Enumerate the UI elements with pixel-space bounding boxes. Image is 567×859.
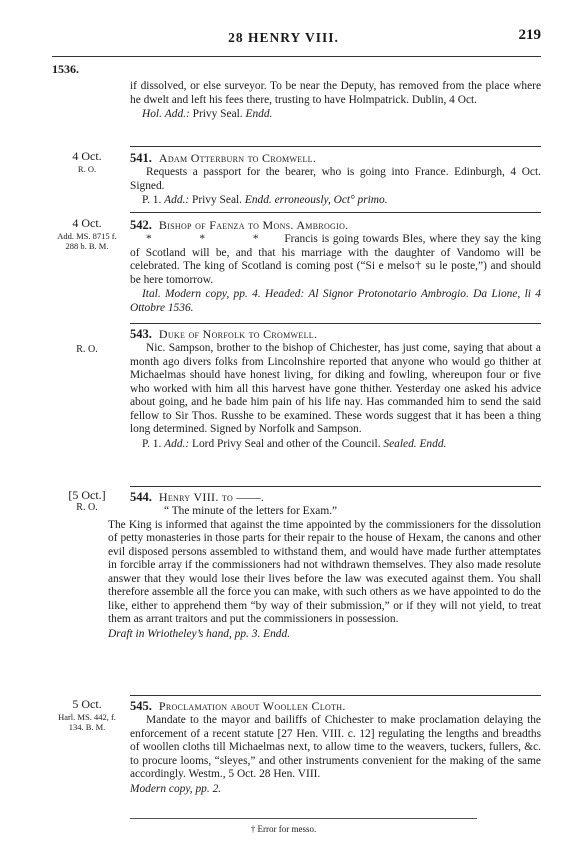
entry-heading: 544. Henry VIII. to ——.: [130, 490, 265, 504]
entry-quote: “ The minute of the letters for Exam.”: [164, 505, 338, 517]
entry-margin: [52, 490, 122, 513]
entry-note: Ital. Modern copy, pp. 4. Headed: Al Signor Protonotario Ambrogio. Da Lione, li 4 Ottobre 1536.: [130, 288, 541, 314]
entry-body: [130, 151, 541, 208]
entry-date: [5 Oct.]: [68, 488, 106, 502]
section-rule: [130, 212, 541, 213]
entry-margin: [52, 218, 122, 251]
entry-text: Nic. Sampson, brother to the bishop of Chichester, has just come, saying that about a month ago divers folks from Lincolnshire reported that anyone who would go thither at Michaelmas should have honest living, for diking and fowling, whereupon four or five who worked with him all this harvest have gone thither. Yesterday one asked his advice about going, and he bade him pain of his life nay. Has commanded him to send the said fellow to Sir Thos. Russhe to be examined. These words suggest that it has been a thing long determined. Signed by Norfolk and Sampson.: [130, 342, 541, 435]
entry-body: [130, 699, 541, 796]
entry-source: Add. MS. 8715 f. 288 b. B. M.: [57, 231, 117, 251]
entry-heading: 541. Adam Otterburn to Cromwell.: [130, 151, 317, 165]
entry-heading: 542. Bishop of Faenza to Mons. Ambrogio.: [130, 218, 349, 232]
entry-544: [52, 490, 541, 641]
page-number: 219: [518, 27, 541, 43]
page-header: [0, 27, 567, 52]
year-label: 1536.: [52, 62, 79, 76]
entry-text: Mandate to the mayor and bailiffs of Chichester to make proclamation delaying the enforcement of a recent statute [27 Hen. VIII. c. 12] regulating the lengths and breadths of woollen cloths till Michaelmas next, to allow time to the weavers, tuckers, fullers, &c. to procure looms, “sleyes,” and other instruments convenient for the making of the same accordingly. Westm., 5 Oct. 28 Hen. VIII.: [130, 714, 541, 780]
entry-heading: 545. Proclamation about Woollen Cloth.: [130, 699, 346, 713]
entry-note: Modern copy, pp. 2.: [130, 782, 222, 795]
entry-margin: [52, 345, 122, 355]
entry-date: 5 Oct.: [72, 697, 102, 711]
section-rule: [130, 323, 541, 324]
entry-heading: 543. Duke of Norfolk to Cromwell.: [130, 327, 318, 341]
entry-note: P. 1. Add.: Lord Privy Seal and other of the Council. Sealed. Endd.: [142, 437, 447, 450]
section-rule: [130, 695, 541, 696]
entry-text: Requests a passport for the bearer, who is going into France. Edinburgh, 4 Oct. Signed.: [130, 166, 541, 192]
entry-545: [52, 699, 541, 796]
entry-source: R. O.: [76, 344, 98, 355]
entry-541: [52, 151, 541, 208]
continued-body: [130, 80, 541, 122]
continued-note: Hol. Add.: Privy Seal. Endd.: [142, 108, 273, 120]
footnote: † Error for messo.: [250, 824, 317, 834]
running-title: 28 HENRY VIII.: [228, 30, 339, 45]
section-rule: [130, 486, 541, 487]
entry-source: R. O.: [76, 502, 98, 513]
header-rule: [52, 56, 541, 57]
entry-body: [130, 218, 541, 315]
entry-542: [52, 218, 541, 315]
continued-text: if dissolved, or else surveyor. To be near the Deputy, has removed from the place where he dwelt and left his fees there, trusting to have Holmpatrick. Dublin, 4 Oct.: [130, 80, 541, 106]
section-rule: [130, 146, 541, 147]
entry-source: R. O.: [77, 164, 97, 174]
entry-source: Harl. MS. 442, f. 134. B. M.: [58, 712, 116, 732]
entry-margin: [52, 151, 122, 174]
entry-body: [130, 327, 541, 451]
footnote-rule: [130, 818, 477, 819]
entry-note: P. 1. Add.: Privy Seal. Endd. erroneously, Oct° primo.: [142, 194, 388, 206]
entry-body: [108, 490, 541, 641]
entry-date: 4 Oct.: [72, 216, 102, 230]
entry-text: * * * Francis is going towards Bles, where they say the king of Scotland will be, and that his marriage with the daughter of Vandomo will be celebrated. The king of Scotland is coming post (“Si e melso† su le poste,”) and should be here tomorrow.: [130, 233, 542, 286]
entry-text: The King is informed that against the time appointed by the commissioners for the dissolution of petty monasteries in those parts for their repair to the house of Hexam, the canons and other evil disposed persons assembled to withstand them, and would have made further attemptates in forcible array if the commissioners had not withdrawn themselves. They also made resolute answer that they would lose their lives before the law was executed against them. You shall therefore assemble all the force you can make, with such others as we have appointed to do the like, either to apprehend them “by way of their submission,” or if they will not yield, to treat them as arrant traitors and put the commissioners in possession.: [108, 518, 541, 625]
entry-date: 4 Oct.: [72, 149, 102, 163]
entry-note: Draft in Wriotheley’s hand, pp. 3. Endd.: [108, 627, 291, 640]
entry-margin: [52, 699, 122, 732]
ellipsis-stars: * * *: [146, 233, 281, 245]
continued-entry: [52, 79, 541, 122]
entry-543: [52, 327, 541, 451]
